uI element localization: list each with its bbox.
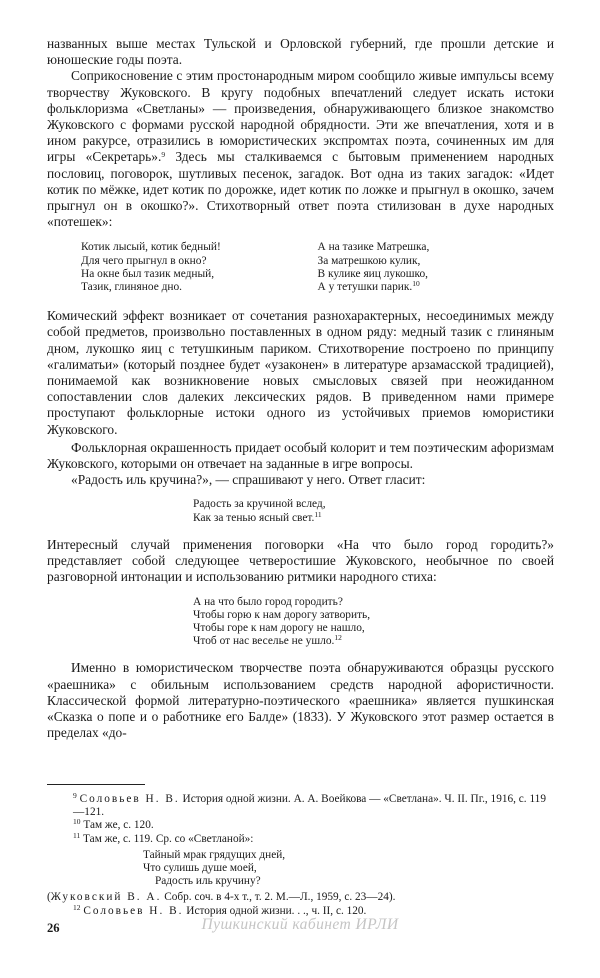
verse-line: [193, 635, 554, 648]
footnote-author: Соловьев Н. В.: [79, 793, 180, 805]
footnote-verse: [143, 849, 554, 889]
footnote-text: История одной жизни. А. А. Воейкова — «Светлана». Ч. II. Пг., 1916, с. 119—121.: [73, 793, 546, 819]
footnote-text: Там же, с. 119. Ср. со «Светланой»:: [80, 832, 254, 845]
verse-line: [318, 281, 555, 294]
verse-line: Для чего прыгнул в окно?: [81, 254, 207, 267]
verse-kotik-right: [318, 241, 555, 294]
main-text: [47, 36, 554, 741]
footnote-ref-12[interactable]: 12: [334, 633, 342, 643]
verse-kotik: [81, 241, 554, 294]
verse-line: А на что было город городить?: [193, 595, 343, 608]
paragraph-6: Интересный случай применения поговорки «На что было город городить?» представляет собой следующее четверостишие Жуковского, необычное по своей разговорной интонации и использованию ритмики народного стиха:: [47, 536, 554, 585]
footnote-ref-11[interactable]: 11: [314, 509, 322, 519]
footnote-ref-9[interactable]: 9: [161, 150, 166, 160]
verse-line: За матрешкою кулик,: [317, 254, 421, 267]
verse-line-text: Как за тенью ясный свет.: [193, 511, 315, 524]
footnote-mark: 12: [73, 902, 81, 912]
footnote-mark: 11: [73, 830, 81, 840]
verse-line: [193, 509, 554, 525]
watermark: Пушкинский кабинет ИРЛИ: [201, 916, 399, 933]
verse-line: Радость за кручиной вслед,: [193, 498, 326, 511]
verse-line: Котик лысый, котик бедный!: [81, 241, 221, 254]
verse-line: Тазик, глиняное дно.: [81, 281, 183, 294]
paragraph-2-part-b: Здесь мы сталкиваемся с бытовым применением народных пословиц, поговорок, шутливых песенок, загадок. Вот одна из таких загадок: «Идет котик по мёжке, идет котик по дорожке, идет котик по ложке и прыгнул в окошко, зачем прыгнул он в окошко?». Стихотворный ответ поэта стилизован в духе народных «потешек»:: [47, 149, 554, 230]
footnote-ref-10[interactable]: 10: [412, 279, 420, 289]
footnote-text: История одной жизни. . ., ч. II, с. 120.: [183, 904, 367, 917]
verse-line: Радость иль кручину?: [155, 875, 261, 888]
paragraph-2: [47, 68, 554, 230]
verse-kotik-left: [81, 241, 318, 294]
paragraph-7: Именно в юмористическом творчестве поэта обнаруживаются образцы русского «раешника» с обильным использованием средств народной афористичности. Классической формой литературно-поэтического «раешника» является пушкинская «Сказка о попе и о работнике его Балде» (1833). У Жуковского этот размер остается в пределах «до-: [47, 660, 554, 741]
paragraph-5: «Радость иль кручина?», — спрашивают у него. Ответ гласит:: [71, 472, 426, 488]
footnote-text: Собр. соч. в 4-х т., т. 2. М.—Л., 1959, с. 23—24).: [161, 891, 396, 904]
verse-line: А на тазике Матрешка,: [317, 241, 430, 254]
verse-gorod: [193, 596, 554, 649]
footnote-mark: 10: [73, 817, 81, 827]
footnotes: [47, 793, 554, 918]
verse-line: Что сулишь душе моей,: [143, 862, 257, 875]
footnote-10: [47, 819, 554, 832]
footnote-11-source: (Жуковский В. А. Собр. соч. в 4-х т., т. 2. М.—Л., 1959, с. 23—24).: [47, 891, 396, 904]
verse-line: Тайный мрак грядущих дней,: [143, 848, 286, 861]
paragraph-3: Комический эффект возникает от сочетания разнохарактерных, несоединимых между собой предметов, произвольно поставленных в одном ряду: медный тазик с глиняным дном, лукошко яиц с тетушкиным париком. Стихотворение построено по принципу «галиматьи» (который позднее будет «узаконен» в литературе арзамасской традицией), понимаемой как возникновение новых смысловых связей при неожиданном сопоставлении слов далеких лексических рядов. В приведенном нами примере проступают фольклорные истоки одного из устойчивых приемов юмористики Жуковского.: [47, 308, 554, 437]
verse-line: Чтобы горю к нам дорогу затворить,: [193, 608, 371, 621]
verse-line: На окне был тазик медный,: [81, 267, 215, 280]
paragraph-4: Фольклорная окрашенность придает особый колорит и тем поэтическим афоризмам Жуковского, которыми он отвечает на заданные в игре вопросы.: [47, 439, 554, 472]
footnote-author: Соловьев Н. В.: [83, 904, 184, 917]
verse-line-text: А у тетушки парик.: [317, 281, 413, 294]
footnote-11: [47, 830, 554, 846]
verse-line: Чтобы горе к нам дорогу не нашло,: [193, 621, 365, 634]
verse-line-text: Чтоб от нас веселье не ушло.: [193, 635, 335, 648]
verse-radost: [193, 498, 554, 524]
verse-line: В кулике яиц лукошко,: [317, 267, 429, 280]
footnote-divider: [47, 784, 145, 785]
paragraph-2-part-a: Соприкосновение с этим простонародным миром сообщило живые импульсы всему творчеству Жуковского. В кругу подобных впечатлений следует искать истоки фольклоризма «Светланы» — произведения, обнаруживающего близкое знакомство Жуковского с формами русской народной обрядности. Эти же впечатления, хотя и в ином ракурсе, отразились в юмористических экспромтах поэта, сочиненных им для игры «Секретарь».: [47, 68, 554, 165]
footnote-author: Жуковский В. А.: [50, 891, 162, 904]
footnote-text: Там же, с. 120.: [80, 819, 154, 832]
footnote-9: [47, 793, 554, 819]
paragraph-1: названных выше местах Тульской и Орловской губерний, где прошли детские и юношеские годы поэта.: [47, 36, 554, 68]
footnote-mark: 9: [73, 791, 77, 800]
page-number: 26: [47, 921, 60, 935]
